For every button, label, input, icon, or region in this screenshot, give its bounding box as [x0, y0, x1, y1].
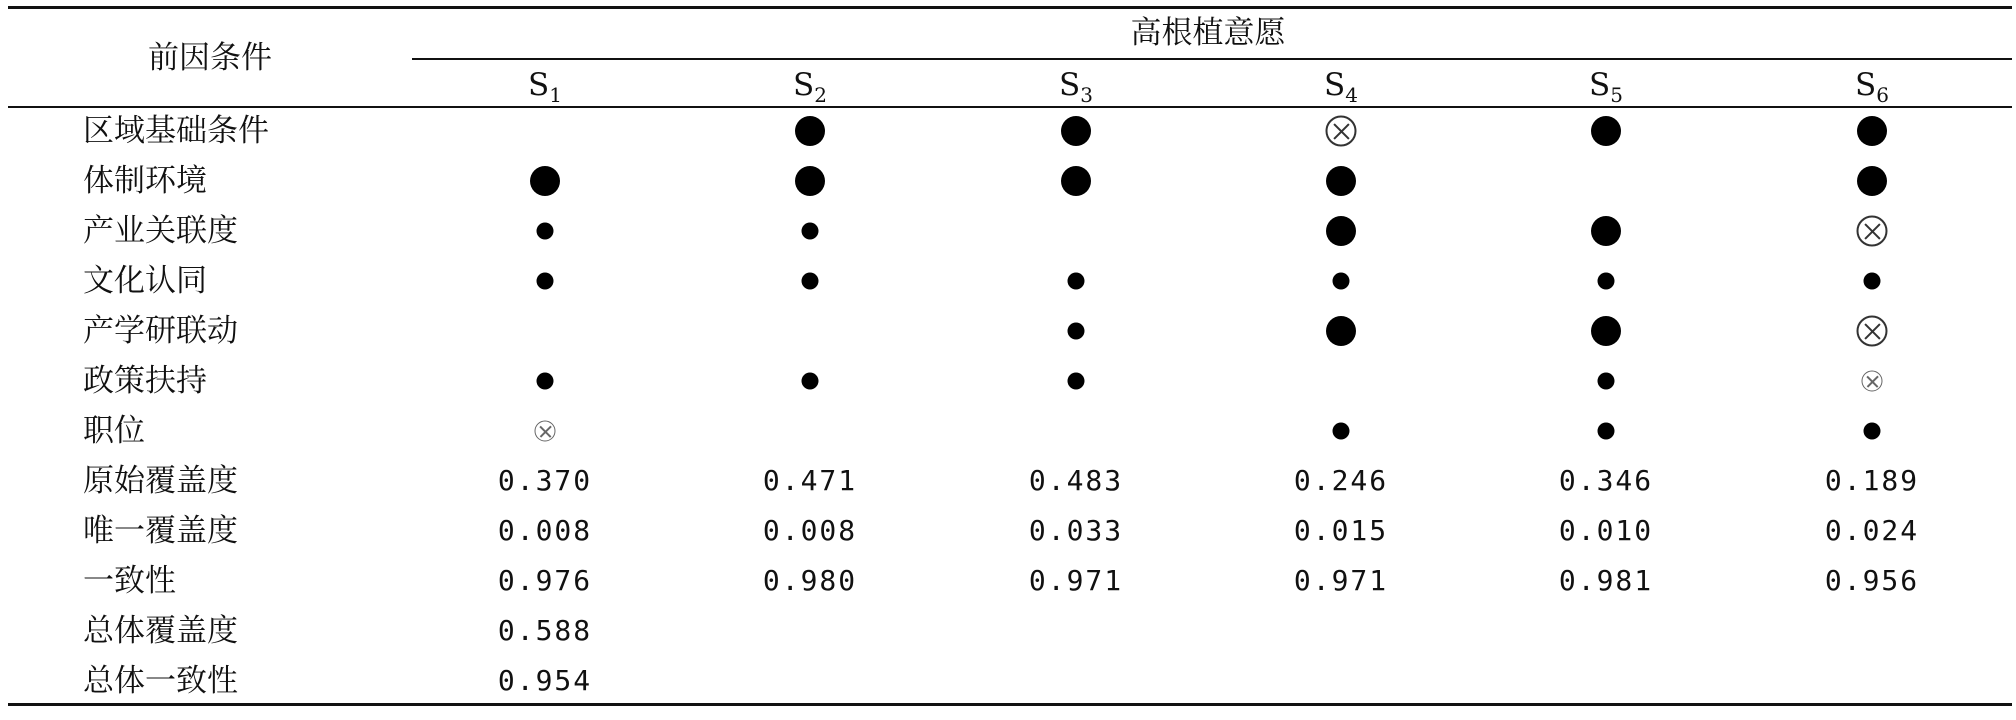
condition-label: 区域基础条件 — [83, 113, 269, 149]
solution-header-5: $S_5$ — [1589, 67, 1623, 107]
peripheral-condition-dot-icon — [802, 273, 819, 290]
core-condition-dot-icon — [1061, 116, 1091, 146]
overall-label: 总体一致性 — [83, 663, 238, 699]
core-condition-dot-icon — [1061, 166, 1091, 196]
condition-label: 文化认同 — [83, 263, 207, 299]
peripheral-condition-dot-icon — [1333, 273, 1350, 290]
peripheral-condition-dot-icon — [1598, 423, 1615, 440]
peripheral-condition-dot-icon — [1598, 373, 1615, 390]
metric-value: 0.980 — [762, 564, 858, 597]
metric-value: 0.976 — [497, 564, 593, 597]
condition-label: 产学研联动 — [83, 313, 238, 349]
condition-label: 体制环境 — [83, 163, 207, 199]
core-condition-dot-icon — [1591, 216, 1621, 246]
metric-value: 0.471 — [762, 464, 858, 497]
overall-value: 0.588 — [497, 614, 593, 647]
core-condition-dot-icon — [1857, 166, 1887, 196]
metric-value: 0.008 — [762, 514, 858, 547]
core-condition-dot-icon — [1591, 316, 1621, 346]
metric-value: 0.024 — [1824, 514, 1920, 547]
solution-header-3: $S_3$ — [1059, 67, 1093, 107]
solution-header-2: $S_2$ — [793, 67, 827, 107]
peripheral-condition-dot-icon — [802, 373, 819, 390]
solution-header-6: $S_6$ — [1855, 67, 1889, 107]
core-condition-dot-icon — [1326, 316, 1356, 346]
absence-marker-icon — [1857, 216, 1888, 247]
core-condition-dot-icon — [795, 166, 825, 196]
peripheral-condition-dot-icon — [1333, 423, 1350, 440]
overall-value: 0.954 — [497, 664, 593, 697]
header-rule — [8, 106, 2012, 108]
metric-label: 一致性 — [83, 563, 176, 599]
core-condition-dot-icon — [1591, 116, 1621, 146]
peripheral-condition-dot-icon — [1864, 423, 1881, 440]
metric-value: 0.189 — [1824, 464, 1920, 497]
outcome-underline — [412, 58, 2012, 60]
core-condition-dot-icon — [1857, 116, 1887, 146]
absence-marker-icon — [1326, 116, 1357, 147]
overall-label: 总体覆盖度 — [83, 613, 238, 649]
top-rule — [8, 6, 2012, 9]
peripheral-condition-dot-icon — [1068, 323, 1085, 340]
core-condition-dot-icon — [1326, 166, 1356, 196]
bottom-rule — [8, 703, 2012, 706]
core-condition-dot-icon — [1326, 216, 1356, 246]
metric-label: 唯一覆盖度 — [83, 513, 238, 549]
peripheral-condition-dot-icon — [1598, 273, 1615, 290]
metric-value: 0.971 — [1028, 564, 1124, 597]
peripheral-condition-dot-icon — [537, 373, 554, 390]
metric-value: 0.981 — [1558, 564, 1654, 597]
outcome-heading: 高根植意愿 — [1130, 15, 1286, 51]
absence-marker-icon — [535, 421, 556, 442]
row-label-heading: 前因条件 — [148, 40, 272, 76]
condition-label: 职位 — [83, 413, 145, 449]
core-condition-dot-icon — [795, 116, 825, 146]
condition-label: 政策扶持 — [83, 363, 207, 399]
solution-header-1: $S_1$ — [528, 67, 562, 107]
peripheral-condition-dot-icon — [1068, 273, 1085, 290]
metric-value: 0.008 — [497, 514, 593, 547]
absence-marker-icon — [1862, 371, 1883, 392]
metric-value: 0.010 — [1558, 514, 1654, 547]
condition-label: 产业关联度 — [83, 213, 238, 249]
metric-value: 0.015 — [1293, 514, 1389, 547]
solution-header-4: $S_4$ — [1324, 67, 1358, 107]
metric-value: 0.033 — [1028, 514, 1124, 547]
metric-value: 0.483 — [1028, 464, 1124, 497]
metric-value: 0.370 — [497, 464, 593, 497]
metric-value: 0.956 — [1824, 564, 1920, 597]
core-condition-dot-icon — [530, 166, 560, 196]
peripheral-condition-dot-icon — [537, 273, 554, 290]
metric-value: 0.246 — [1293, 464, 1389, 497]
peripheral-condition-dot-icon — [1864, 273, 1881, 290]
metric-label: 原始覆盖度 — [83, 463, 238, 499]
peripheral-condition-dot-icon — [537, 223, 554, 240]
metric-value: 0.971 — [1293, 564, 1389, 597]
peripheral-condition-dot-icon — [802, 223, 819, 240]
metric-value: 0.346 — [1558, 464, 1654, 497]
absence-marker-icon — [1857, 316, 1888, 347]
peripheral-condition-dot-icon — [1068, 373, 1085, 390]
